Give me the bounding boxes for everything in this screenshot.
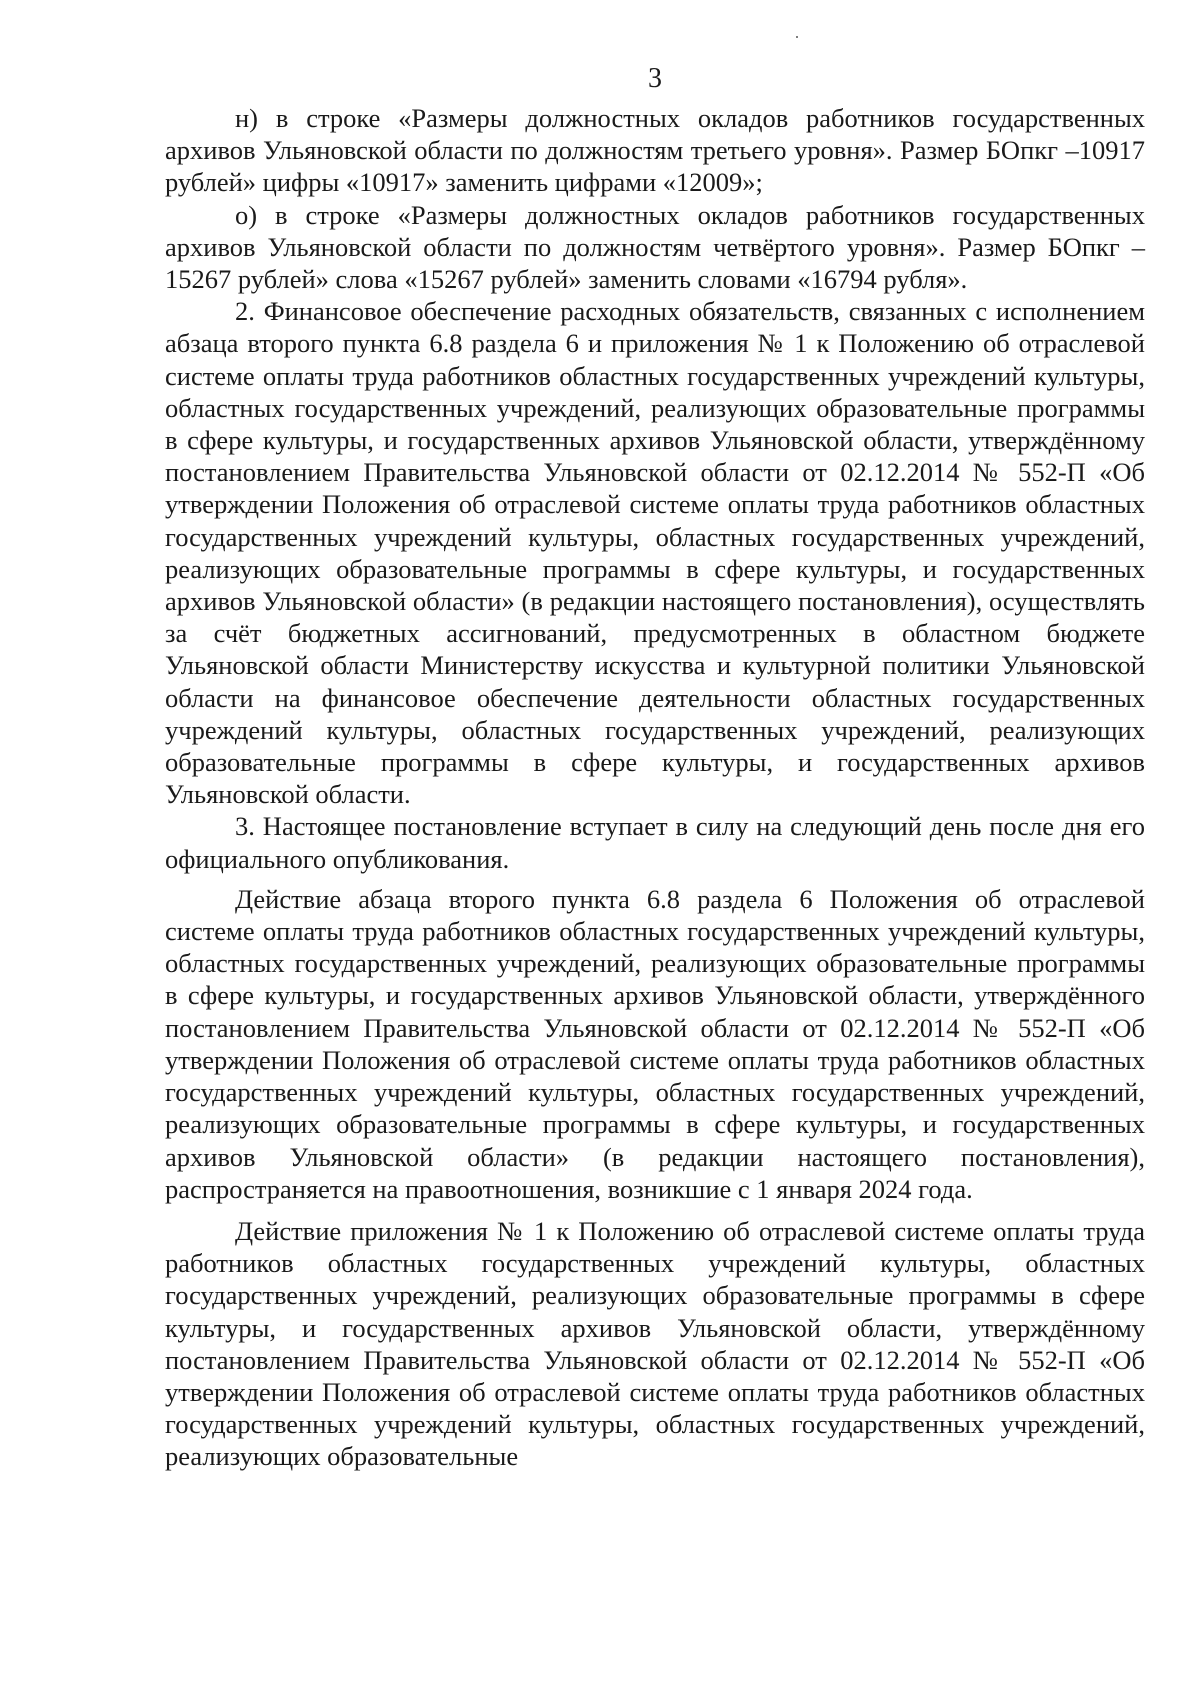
paragraph-effect-appendix-1: Действие приложения № 1 к Положению об отраслевой системе оплаты труда работников областных государственных учреждений культуры, областных государственных учреждений, реализующих образовательные программы в сфере культуры, и государственных архивов Ульяновской области, утверждённому постановлением Правительства Ульяновской области от 02.12.2014 № 552-П «Об утверждении Положения об отраслевой системе оплаты труда работников областных государственных учреждений культуры, областных государственных учреждений, реализующих образовательные [165, 1215, 1145, 1472]
paragraph-effect-section-6-8: Действие абзаца второго пункта 6.8 раздела 6 Положения об отраслевой системе оплаты труда работников областных государственных учреждений культуры, областных государственных учреждений, реализующих образовательные программы в сфере культуры, и государственных архивов Ульяновской области, утверждённого постановлением Правительства Ульяновской области от 02.12.2014 № 552-П «Об утверждении Положения об отраслевой системе оплаты труда работников областных государственных учреждений культуры, областных государственных учреждений, реализующих образовательные программы в сфере культуры, и государственных архивов Ульяновской области» (в редакции настоящего постановления), распространяется на правоотношения, возникшие с 1 января 2024 года. [165, 883, 1145, 1204]
paragraph-clause-3: 3. Настоящее постановление вступает в силу на следующий день после дня его официального опубликования. [165, 811, 1145, 874]
scan-speck [796, 36, 798, 38]
paragraph-clause-2: 2. Финансовое обеспечение расходных обязательств, связанных с исполнением абзаца второго пункта 6.8 раздела 6 и приложения № 1 к Положению об отраслевой системе оплаты труда работников областных государственных учреждений культуры, областных государственных учреждений, реализующих образовательные программы в сфере культуры, и государственных архивов Ульяновской области, утверждённому постановлением Правительства Ульяновской области от 02.12.2014 № 552-П «Об утверждении Положения об отраслевой системе оплаты труда работников областных государственных учреждений культуры, областных государственных учреждений, реализующих образовательные программы в сфере культуры, и государственных архивов Ульяновской области» (в редакции настоящего постановления), осуществлять за счёт бюджетных ассигнований, предусмотренных в областном бюджете Ульяновской области Министерству искусства и культурной политики Ульяновской области на финансовое обеспечение деятельности областных государственных учреждений культуры, областных государственных учреждений, реализующих образовательные программы в сфере культуры, и государственных архивов Ульяновской области. [165, 296, 1145, 810]
document-body [165, 102, 1145, 1473]
paragraph-item-n: н) в строке «Размеры должностных окладов работников государственных архивов Ульяновской области по должностям третьего уровня». Размер БОпкг –10917 рублей» цифры «10917» заменить цифрами «12009»; [165, 103, 1145, 198]
paragraph-item-o: о) в строке «Размеры должностных окладов работников государственных архивов Ульяновской области по должностям четвёртого уровня». Размер БОпкг – 15267 рублей» слова «15267 рублей» заменить словами «16794 рубля». [165, 199, 1145, 295]
page-number: 3 [648, 63, 662, 94]
